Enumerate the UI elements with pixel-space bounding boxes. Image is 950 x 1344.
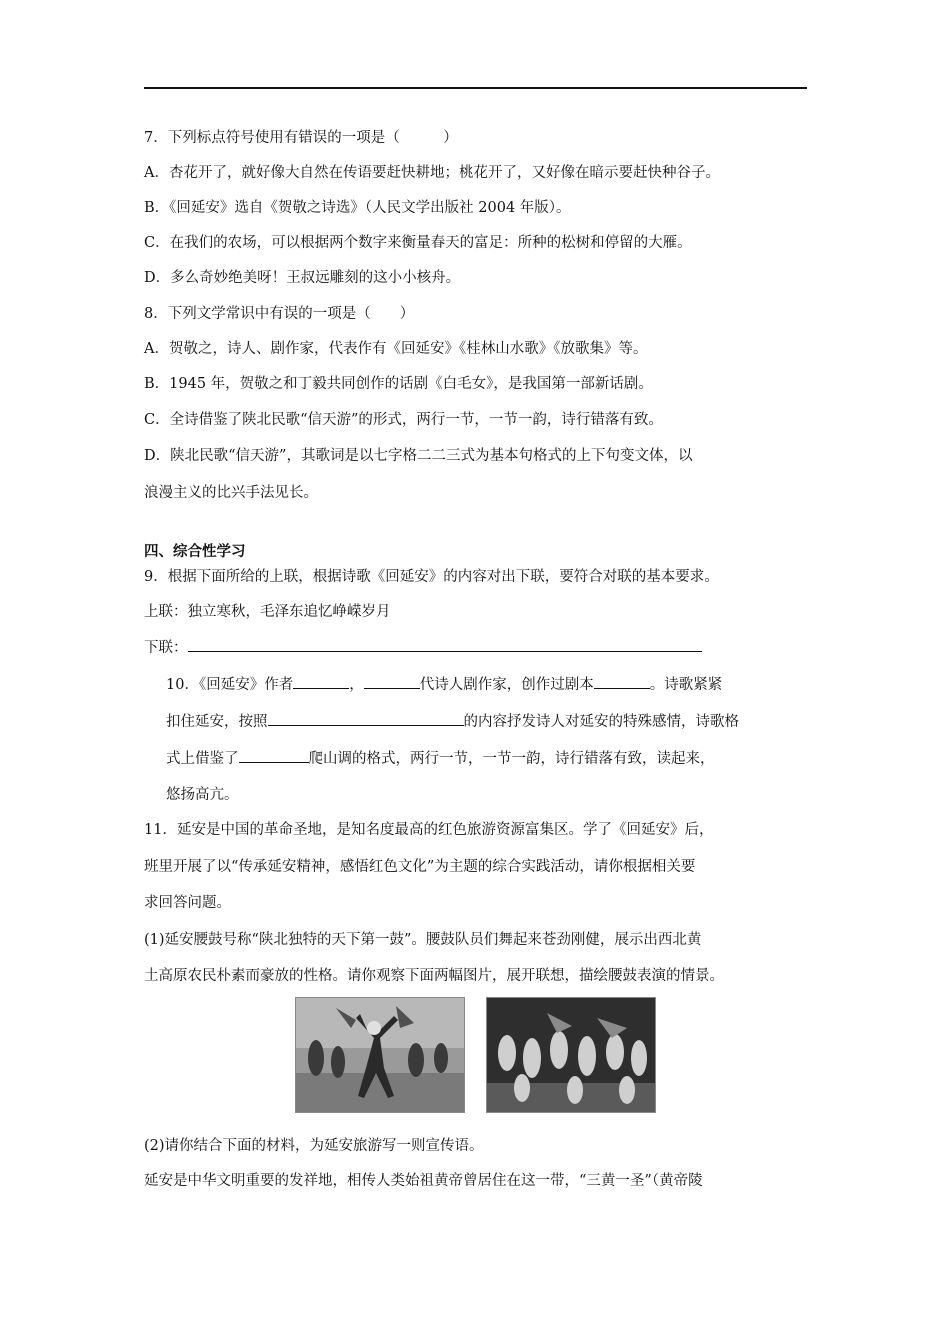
q9-upper-couplet: 上联：独立寒秋，毛泽东追忆峥嵘岁月	[144, 604, 391, 620]
q10-line1	[166, 673, 722, 696]
q10-text: 代诗人剧作家，创作过剧本	[419, 677, 594, 693]
answer-blank[interactable]	[239, 747, 309, 763]
q10-line3	[166, 747, 715, 770]
answer-blank[interactable]	[364, 673, 420, 689]
q9-lower-couplet	[144, 636, 702, 659]
q10-text: 扣住延安，按照	[166, 714, 268, 730]
waist-drum-photo-1	[295, 997, 465, 1113]
q11-sub1-line1: (1)延安腰鼓号称“陕北独特的天下第一鼓”。腰鼓队员们舞起来苍劲刚健，展示出西北黄	[144, 932, 702, 948]
q7-option-b: B．《回延安》选自《贺敬之诗选》（人民文学出版社 2004 年版）。	[144, 200, 571, 216]
q10-line4: 悠扬高亢。	[166, 787, 239, 803]
q11-sub2: (2)请你结合下面的材料，为延安旅游写一则宣传语。	[144, 1138, 484, 1154]
q10-text: ，	[349, 677, 364, 693]
q8-option-d-line1: D．陕北民歌“信天游”，其歌词是以七字格二二三式为基本句格式的上下句变文体，以	[144, 448, 693, 464]
q10-text: 。诗歌紧紧	[649, 677, 723, 693]
q10-line2	[166, 710, 739, 733]
q10-text: 的内容抒发诗人对延安的特殊感情，诗歌格	[463, 714, 739, 730]
q11-line1: 11．延安是中国的革命圣地，是知名度最高的红色旅游资源富集区。学了《回延安》后，	[144, 822, 714, 838]
q8-option-b: B．1945 年，贺敬之和丁毅共同创作的话剧《白毛女》，是我国第一部新话剧。	[144, 376, 653, 392]
q7-option-a: A．杏花开了，就好像大自然在传语要赶快耕地；桃花开了，又好像在暗示要赶快种谷子。	[144, 165, 720, 181]
header-rule	[144, 87, 807, 89]
q10-text: 10．《回延安》作者	[166, 677, 294, 693]
q9-lower-label: 下联：	[144, 640, 188, 656]
q11-sub1-line2: 土高原农民朴素而豪放的性格。请你观察下面两幅图片，展开联想，描绘腰鼓表演的情景。	[144, 968, 724, 984]
q8-stem: 8．下列文学常识中有误的一项是（ ）	[144, 306, 415, 322]
q11-line3: 求回答问题。	[144, 895, 231, 911]
section-title: 四、综合性学习	[144, 544, 246, 560]
answer-blank[interactable]	[268, 710, 464, 726]
q7-stem: 7．下列标点符号使用有错误的一项是（ ）	[144, 130, 458, 146]
q11-sub2-material: 延安是中华文明重要的发祥地，相传人类始祖黄帝曾居住在这一带，“三黄一圣”（黄帝陵	[144, 1173, 703, 1189]
waist-drum-photo-2	[486, 997, 656, 1113]
answer-blank[interactable]	[293, 673, 349, 689]
answer-blank[interactable]	[594, 673, 650, 689]
q11-line2: 班里开展了以“传承延安精神，感悟红色文化”为主题的综合实践活动，请你根据相关要	[144, 859, 696, 875]
q8-option-c: C．全诗借鉴了陕北民歌“信天游”的形式，两行一节，一节一韵，诗行错落有致。	[144, 412, 663, 428]
q8-option-d-line2: 浪漫主义的比兴手法见长。	[144, 485, 318, 501]
q9-stem: 9．根据下面所给的上联，根据诗歌《回延安》的内容对出下联，要符合对联的基本要求。	[144, 569, 719, 585]
q10-text: 式上借鉴了	[166, 751, 239, 767]
q7-option-d: D．多么奇妙绝美呀！王叔远雕刻的这小小核舟。	[144, 270, 461, 286]
q10-text: 爬山调的格式，两行一节，一节一韵，诗行错落有致，读起来，	[308, 751, 715, 767]
q8-option-a: A．贺敬之，诗人、剧作家，代表作有《回延安》《桂林山水歌》《放歌集》等。	[144, 341, 648, 357]
answer-blank[interactable]	[188, 636, 702, 652]
q7-option-c: C．在我们的农场，可以根据两个数字来衡量春天的富足：所种的松树和停留的大雁。	[144, 235, 692, 251]
